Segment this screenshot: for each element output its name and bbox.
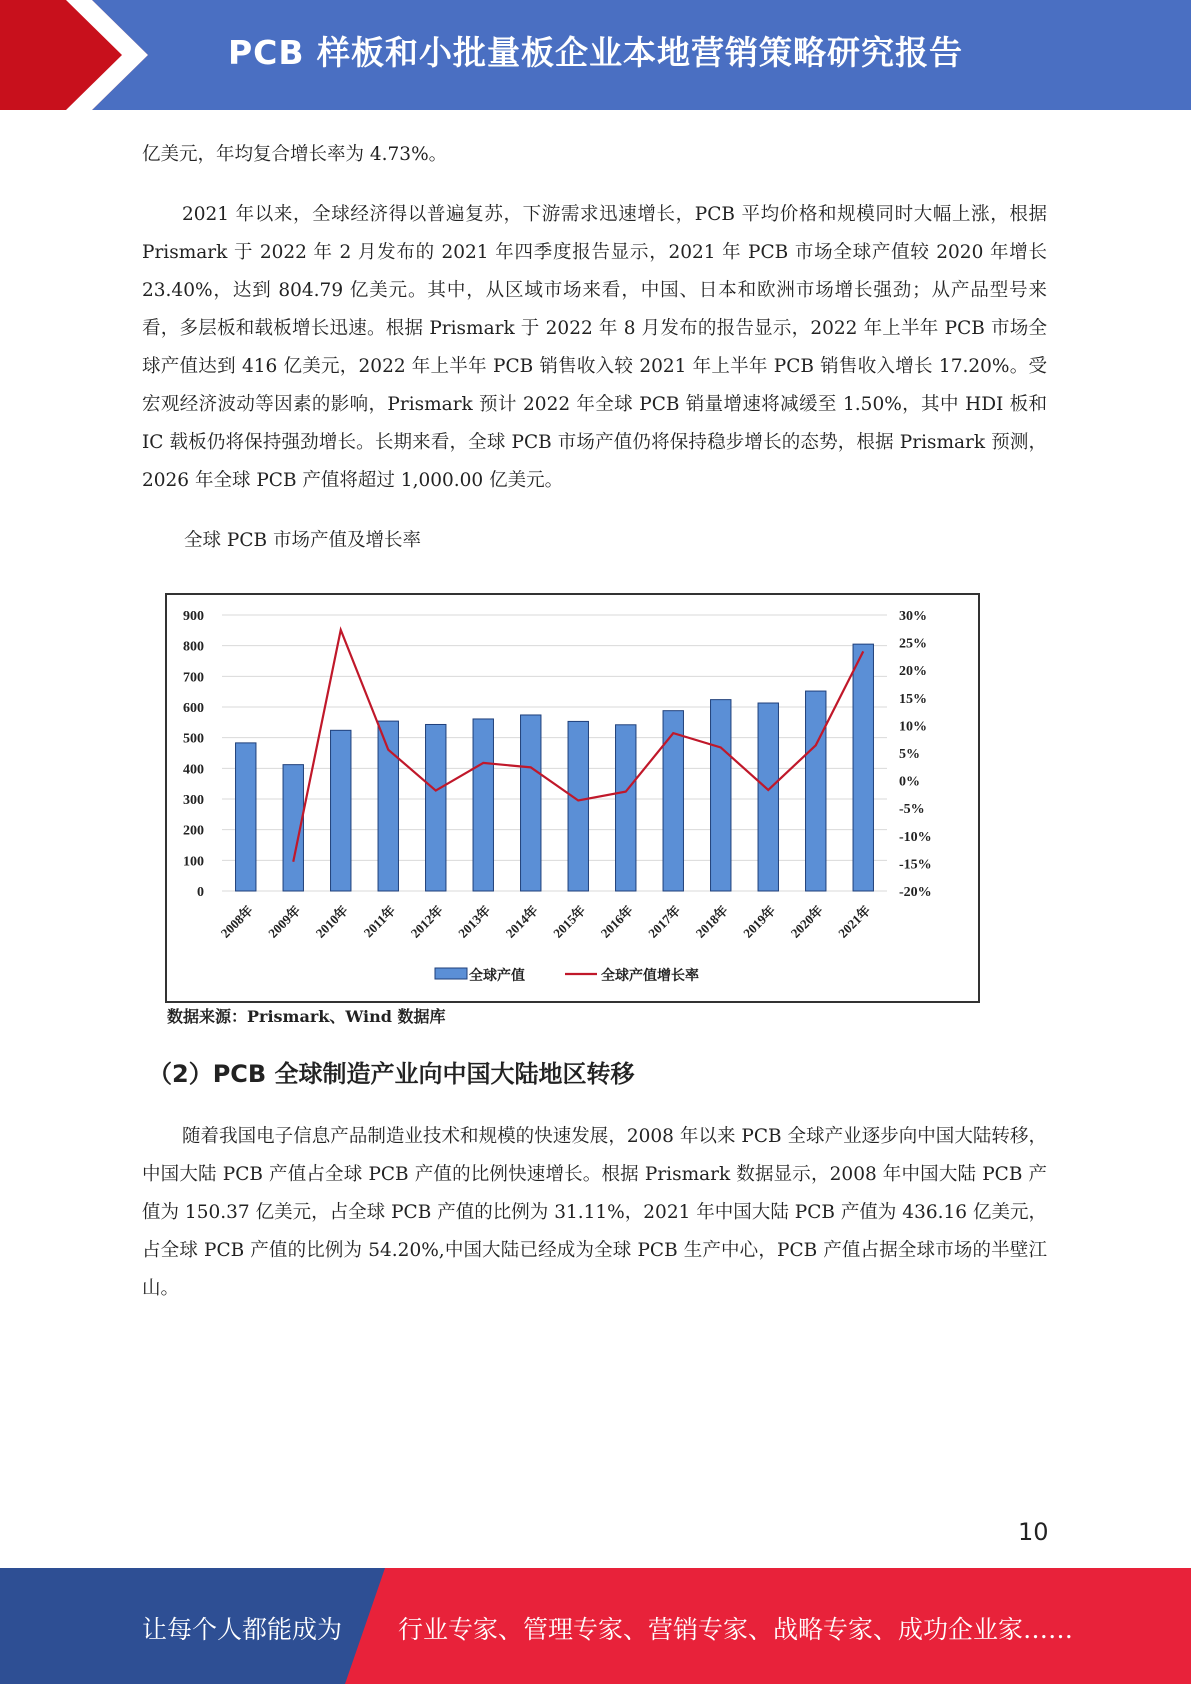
bar [378, 721, 398, 891]
y-right-tick-label: 30% [899, 609, 927, 624]
paragraph-1: 亿美元，年均复合增长率为 4.73%。 [142, 144, 448, 165]
chart-container [165, 593, 980, 1003]
bar [331, 730, 351, 891]
bar [236, 743, 256, 891]
bar [853, 644, 873, 891]
market-chart [167, 595, 978, 1001]
page-number: 10 [1018, 1518, 1049, 1546]
y-right-tick-label: -5% [899, 802, 925, 818]
bar [568, 721, 588, 891]
x-tick-label: 2013年 [455, 902, 494, 941]
x-tick-label: 2015年 [550, 902, 589, 941]
bar [473, 719, 493, 891]
y-right-tick-label: 10% [899, 719, 927, 735]
x-tick-label: 2010年 [312, 902, 351, 941]
x-tick-label: 2019年 [740, 902, 779, 941]
figure-title: 全球 PCB 市场产值及增长率 [184, 530, 421, 551]
y-left-tick-label: 400 [183, 762, 204, 778]
x-tick-label: 2012年 [407, 902, 446, 941]
bar [663, 711, 683, 891]
y-left-tick-label: 700 [183, 670, 204, 686]
paragraph-2: 2021 年以来，全球经济得以普遍复苏，下游需求迅速增长，PCB 平均价格和规模同时大幅上涨，根据 Prismark 于 2022 年 2 月发布的 2021 年四季度报告显示，2021 年 PCB 市场全球产值较 2020 年增长 23.40%，达到 804.79 亿美元。其中，从区域市场来看，中国、日本和欧洲市场增长强劲；从产品型号来看，多层板和载板增长迅速。根据 Prismark 于 2022 年 8 月发布的报告显示，2022 年上半年 PCB 市场全球产值达到 416 亿美元，2022 年上半年 PCB 销售收入较 2021 年上半年 PCB 销售收入增长 17.20%。受宏观经济波动等因素的影响，Prismark 预计 2022 年全球 PCB 销量增速将减缓至 1.50%，其中 HDI 板和 IC 载板仍将保持强劲增长。长期来看，全球 PCB 市场产值仍将保持稳步增长的态势，根据 Prismark 预测，2026 年全球 PCB 产值将超过 1,000.00 亿美元。 [142, 204, 1047, 491]
footer-slogan-right: 行业专家、管理专家、营销专家、战略专家、成功企业家…… [398, 1615, 1074, 1644]
x-tick-label: 2008年 [217, 902, 256, 941]
y-right-tick-label: -20% [899, 885, 932, 900]
chart-source: 数据来源：Prismark、Wind 数据库 [167, 1007, 446, 1026]
x-tick-label: 2020年 [787, 902, 826, 941]
y-right-tick-label: 25% [899, 636, 927, 652]
paragraph-3: 随着我国电子信息产品制造业技术和规模的快速发展，2008 年以来 PCB 全球产业逐步向中国大陆转移，中国大陆 PCB 产值占全球 PCB 产值的比例快速增长。根据 Prismark 数据显示，2008 年中国大陆 PCB 产值为 150.37 亿美元，占全球 PCB 产值的比例为 31.11%，2021 年中国大陆 PCB 产值为 436.16 亿美元，占全球 PCB 产值的比例为 54.20%,中国大陆已经成为全球 PCB 生产中心，PCB 产值占据全球市场的半壁江山。 [142, 1126, 1047, 1299]
y-left-tick-label: 0 [197, 885, 204, 900]
y-left-tick-label: 200 [183, 823, 204, 839]
legend-line-label: 全球产值增长率 [601, 968, 699, 984]
x-tick-label: 2014年 [502, 902, 541, 941]
x-tick-label: 2011年 [360, 902, 399, 941]
legend-bar-label: 全球产值 [469, 968, 525, 984]
bar [758, 703, 778, 891]
bar [426, 724, 446, 891]
y-right-tick-label: -10% [899, 829, 932, 845]
x-tick-label: 2016年 [597, 902, 636, 941]
bar [521, 715, 541, 891]
section-heading: （2）PCB 全球制造产业向中国大陆地区转移 [148, 1060, 635, 1088]
header-title: PCB 样板和小批量板企业本地营销策略研究报告 [227, 33, 964, 72]
y-left-tick-label: 500 [183, 731, 204, 747]
legend-bar-swatch [435, 968, 467, 979]
y-left-tick-label: 900 [183, 609, 204, 624]
y-right-tick-label: 20% [899, 664, 927, 680]
x-tick-label: 2009年 [265, 902, 304, 941]
x-tick-label: 2021年 [835, 902, 874, 941]
y-right-tick-label: 0% [899, 774, 920, 790]
y-right-tick-label: -15% [899, 857, 932, 873]
page-header [0, 0, 1191, 110]
footer-slogan-left: 让每个人都能成为 [142, 1615, 343, 1644]
bar [806, 691, 826, 891]
y-left-tick-label: 100 [183, 854, 204, 870]
bar [711, 700, 731, 891]
y-left-tick-label: 300 [183, 793, 204, 808]
x-tick-label: 2017年 [645, 902, 684, 941]
bar [616, 725, 636, 891]
y-left-tick-label: 600 [183, 701, 204, 716]
y-left-tick-label: 800 [183, 639, 204, 655]
y-right-tick-label: 5% [899, 747, 920, 762]
y-right-tick-label: 15% [899, 691, 927, 707]
x-tick-label: 2018年 [692, 902, 731, 941]
